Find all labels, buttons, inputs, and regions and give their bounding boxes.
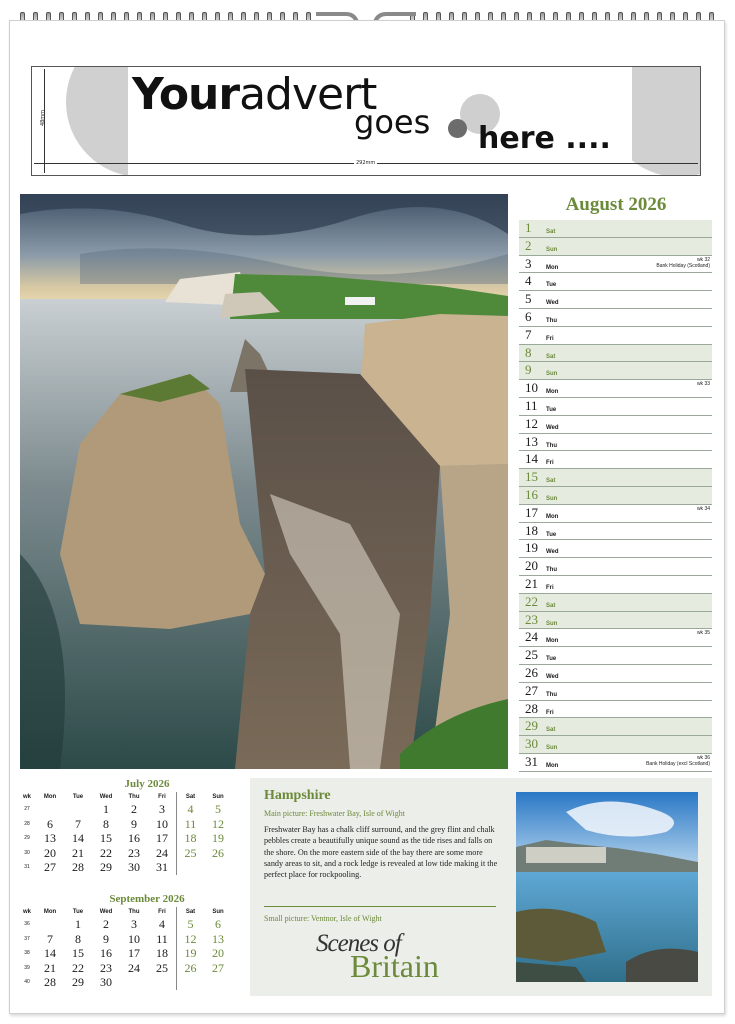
day-list (519, 220, 712, 772)
day-number: 3 (525, 255, 532, 271)
day-name: Mon (546, 264, 559, 271)
mini-calendar-previous (18, 778, 238, 875)
advert-placeholder (31, 66, 701, 176)
mini-calendar-day: 22 (72, 960, 84, 975)
description-panel (250, 778, 712, 996)
day-name: Thu (546, 691, 557, 698)
day-number: 22 (525, 593, 538, 609)
mini-calendar-grid (18, 792, 238, 875)
mini-calendar-day: 24 (156, 845, 168, 860)
day-name: Tue (546, 531, 557, 538)
mini-calendar-header: Sat (176, 792, 204, 802)
mini-calendar-day: 26 (176, 961, 204, 976)
mini-calendar-day: 23 (128, 845, 140, 860)
mini-calendar-header: Sun (212, 794, 224, 800)
mini-calendar-day: 16 (128, 831, 140, 845)
day-number: 30 (525, 736, 538, 752)
mini-calendar-day: 8 (103, 816, 109, 831)
mini-calendar-day: 10 (156, 816, 168, 831)
small-picture-caption: Small picture: Ventnor, Isle of Wight (264, 914, 382, 923)
day-name: Mon (546, 638, 559, 645)
mini-calendar-day: 19 (212, 831, 224, 845)
day-name: Mon (546, 762, 559, 769)
mini-calendar-day: 30 (100, 975, 112, 989)
mini-calendar-day (204, 975, 232, 990)
day-name: Thu (546, 442, 557, 449)
day-number: 25 (525, 647, 538, 663)
advert-here: here .... (478, 121, 611, 156)
day-name: Tue (546, 282, 557, 289)
day-name: Wed (546, 673, 559, 680)
day-row (519, 558, 712, 576)
height-dimension-label: 48mm (40, 109, 47, 127)
mini-calendar-day: 31 (156, 860, 168, 874)
day-name: Wed (546, 424, 559, 431)
day-number: 26 (525, 664, 538, 680)
day-note: wk 35 (696, 630, 710, 637)
advert-dot-small (448, 119, 467, 138)
mini-calendar-day: 3 (131, 917, 137, 931)
mini-calendar-day: 15 (72, 946, 84, 960)
main-picture-caption: Main picture: Freshwater Bay, Isle of Wight (264, 809, 405, 818)
day-number: 10 (525, 380, 538, 396)
day-name: Sat (546, 478, 556, 485)
width-dimension-label: 292mm (356, 160, 376, 166)
mini-calendar-day (120, 975, 148, 990)
mini-calendar-day: 25 (156, 960, 168, 975)
mini-calendar-header: wk (22, 794, 31, 800)
mini-calendar-day: 9 (131, 816, 137, 831)
day-name: Sun (546, 495, 558, 502)
mini-calendar-week: 28 (24, 820, 30, 827)
mini-calendar-day: 26 (212, 845, 224, 860)
mini-calendar-week: 29 (24, 835, 30, 841)
day-number: 24 (525, 629, 538, 645)
day-number: 11 (525, 397, 538, 413)
main-picture (20, 194, 508, 769)
mini-calendar-day: 13 (44, 831, 56, 845)
mini-calendar-header: Mon (43, 909, 57, 915)
day-row (519, 629, 712, 647)
day-number: 18 (525, 522, 538, 538)
mini-calendar-header: Wed (99, 794, 113, 800)
day-number: 7 (525, 326, 532, 342)
day-name: Sun (546, 745, 558, 752)
mini-calendar-header: Sat (176, 907, 204, 917)
day-number: 17 (525, 504, 538, 520)
day-name: Fri (546, 335, 554, 342)
mini-calendar-day: 18 (176, 831, 204, 846)
day-number: 15 (525, 469, 538, 485)
mini-calendar-week: 36 (24, 921, 30, 927)
day-name: Sat (546, 229, 556, 235)
mini-calendar-day: 1 (75, 917, 81, 931)
mini-calendar-day: 30 (128, 860, 140, 874)
mini-calendar-day (176, 975, 204, 990)
day-row (519, 665, 712, 683)
mini-calendar-day: 17 (156, 831, 168, 845)
day-row (519, 576, 712, 594)
day-row (519, 238, 712, 256)
day-number: 29 (525, 718, 538, 734)
day-row (519, 736, 712, 754)
mini-calendar-day: 8 (75, 931, 81, 946)
mini-calendar-header: Thu (128, 794, 140, 800)
mini-calendar-day (176, 860, 204, 875)
day-name: Thu (546, 317, 557, 324)
day-row (519, 701, 712, 719)
mini-calendar-day: 27 (212, 960, 224, 975)
day-number: 21 (525, 575, 538, 591)
day-number: 14 (525, 451, 538, 467)
advert-goes: goes (354, 103, 431, 141)
mini-calendar-day: 22 (100, 845, 112, 860)
day-number: 12 (525, 415, 538, 431)
mini-calendar-header: Fri (158, 909, 166, 915)
day-name: Tue (546, 656, 557, 663)
day-row (519, 309, 712, 327)
mini-calendar-day: 10 (128, 931, 140, 946)
mini-calendar-day: 3 (159, 802, 165, 816)
day-row (519, 683, 712, 701)
day-name: Sun (546, 371, 558, 378)
mini-calendar-day: 28 (44, 975, 56, 989)
mini-calendar-header: Tue (72, 909, 84, 915)
logo-scenes-of: Scenes of (316, 930, 401, 957)
mini-calendar-day: 19 (176, 946, 204, 961)
mini-calendar-day: 5 (215, 802, 221, 816)
day-number: 16 (525, 486, 538, 502)
mini-calendar-day (36, 917, 64, 932)
day-row (519, 220, 712, 238)
day-row (519, 505, 712, 523)
mini-calendar-day: 16 (100, 946, 112, 960)
mini-calendar-day (148, 975, 176, 990)
day-row (519, 291, 712, 309)
mini-calendar-next (18, 893, 238, 990)
mini-calendar-day: 4 (176, 802, 204, 817)
mini-calendar-day: 24 (128, 960, 140, 975)
mini-calendar-day: 2 (103, 917, 109, 931)
day-name: Fri (546, 584, 554, 591)
small-picture (516, 792, 698, 982)
mini-calendar-week: 30 (24, 849, 30, 856)
mini-calendar-header: wk (22, 909, 31, 915)
mini-calendar-day: 11 (156, 931, 168, 946)
day-number: 1 (525, 220, 532, 235)
day-name: Mon (546, 513, 559, 520)
mini-calendar-day: 18 (156, 946, 168, 960)
day-name: Fri (546, 460, 554, 467)
mini-calendar-day: 9 (103, 931, 109, 946)
day-note: wk 32 Bank Holiday (Scotland) (656, 256, 710, 269)
mini-calendar-title: July 2026 (124, 778, 170, 790)
mini-calendar-week: 40 (24, 979, 30, 985)
day-row (519, 398, 712, 416)
day-row (519, 434, 712, 452)
day-note: wk 34 (696, 505, 710, 512)
month-title: August 2026 (565, 194, 667, 215)
day-row (519, 718, 712, 736)
mini-calendar-day: 13 (212, 931, 224, 946)
mini-calendar-header: Tue (72, 794, 84, 800)
region-title: Hampshire (264, 788, 331, 803)
day-name: Wed (546, 300, 559, 307)
day-row (519, 487, 712, 505)
mini-calendar-day: 11 (176, 817, 204, 832)
mini-calendar-header: Wed (99, 909, 113, 915)
day-row (519, 469, 712, 487)
day-note: wk 33 (696, 381, 710, 388)
day-row (519, 380, 712, 398)
day-number: 13 (525, 433, 538, 449)
mini-calendar-day: 7 (47, 931, 53, 946)
mini-calendar-day: 17 (128, 946, 140, 960)
day-row (519, 647, 712, 665)
mini-calendar-day: 23 (100, 960, 112, 975)
mini-calendar-day: 1 (103, 802, 109, 816)
mini-calendar-week: 38 (24, 950, 30, 956)
divider (264, 906, 496, 907)
mini-calendar-day: 29 (72, 975, 84, 989)
day-name: Sat (546, 353, 556, 360)
day-row (519, 362, 712, 380)
mini-calendar-day: 29 (100, 860, 112, 874)
advert-headline: Youradvert (132, 69, 377, 120)
day-number: 31 (525, 753, 538, 769)
day-number: 2 (525, 237, 532, 253)
day-number: 23 (525, 611, 538, 627)
day-row (519, 327, 712, 345)
mini-calendar-day: 20 (212, 946, 224, 960)
day-name: Sun (546, 246, 558, 253)
mini-calendar-header: Thu (128, 909, 140, 915)
day-note: wk 36 Bank Holiday (excl Scotland) (646, 754, 710, 767)
mini-calendar-day: 7 (75, 816, 81, 831)
mini-calendar-header: Fri (158, 794, 166, 800)
mini-calendar-week: 31 (24, 864, 30, 870)
mini-calendar-grid (18, 907, 238, 990)
logo-britain: Britain (350, 948, 439, 984)
day-number: 4 (525, 273, 532, 289)
mini-calendar-day: 14 (72, 831, 84, 845)
mini-calendar-title: September 2026 (109, 893, 185, 905)
mini-calendar-day (64, 802, 92, 817)
mini-calendar-day: 21 (44, 960, 56, 975)
mini-calendar-header: Sun (212, 909, 224, 915)
day-number: 27 (525, 682, 538, 698)
day-name: Tue (546, 406, 557, 413)
mini-calendar-day: 15 (100, 831, 112, 845)
day-name: Sat (546, 602, 556, 609)
mini-calendar-day: 25 (176, 846, 204, 861)
day-name: Mon (546, 389, 559, 396)
mini-calendar-day: 14 (44, 946, 56, 960)
day-name: Fri (546, 709, 554, 716)
day-name: Wed (546, 549, 559, 556)
mini-calendar-day (204, 860, 232, 875)
day-number: 6 (525, 308, 532, 324)
mini-calendar-day: 5 (176, 917, 204, 932)
mini-calendar-day: 6 (47, 816, 53, 831)
mini-calendar-day: 12 (212, 816, 224, 831)
mini-calendar-day (36, 802, 64, 817)
day-name: Sat (546, 727, 556, 734)
mini-calendar-week: 39 (24, 964, 30, 971)
day-number: 20 (525, 558, 538, 574)
mini-calendar-week: 37 (24, 935, 30, 942)
day-row (519, 451, 712, 469)
day-row (519, 345, 712, 363)
mini-calendar-day: 4 (159, 917, 165, 931)
day-row (519, 540, 712, 558)
day-row (519, 273, 712, 291)
day-number: 8 (525, 344, 532, 360)
description-text: Freshwater Bay has a chalk cliff surround, and the grey flint and chalk pebbles create a beautifully unique sound as the tide rises and falls on the shore. On the more eastern side of the bay there are some more sandy areas to sit, and a rock ledge is revealed at low tide making it the perfect place for rockpooling. (264, 825, 498, 880)
mini-calendar-day: 27 (44, 860, 56, 874)
day-row (519, 612, 712, 630)
mini-calendar-day: 28 (72, 860, 84, 874)
mini-calendar-day: 12 (176, 932, 204, 947)
day-number: 9 (525, 362, 532, 378)
day-row (519, 416, 712, 434)
mini-calendar-week: 27 (24, 806, 30, 812)
day-name: Thu (546, 567, 557, 574)
mini-calendar-header: Mon (43, 794, 57, 800)
day-row (519, 754, 712, 772)
day-number: 28 (525, 700, 538, 716)
day-row (519, 594, 712, 612)
mini-calendar-day: 2 (131, 802, 137, 816)
day-number: 19 (525, 540, 538, 556)
day-row (519, 256, 712, 274)
day-row (519, 523, 712, 541)
mini-calendar-day: 20 (44, 845, 56, 860)
mini-calendar-day: 21 (72, 845, 84, 860)
day-number: 5 (525, 291, 532, 307)
day-name: Sun (546, 620, 558, 627)
mini-calendar-day: 6 (215, 917, 221, 931)
